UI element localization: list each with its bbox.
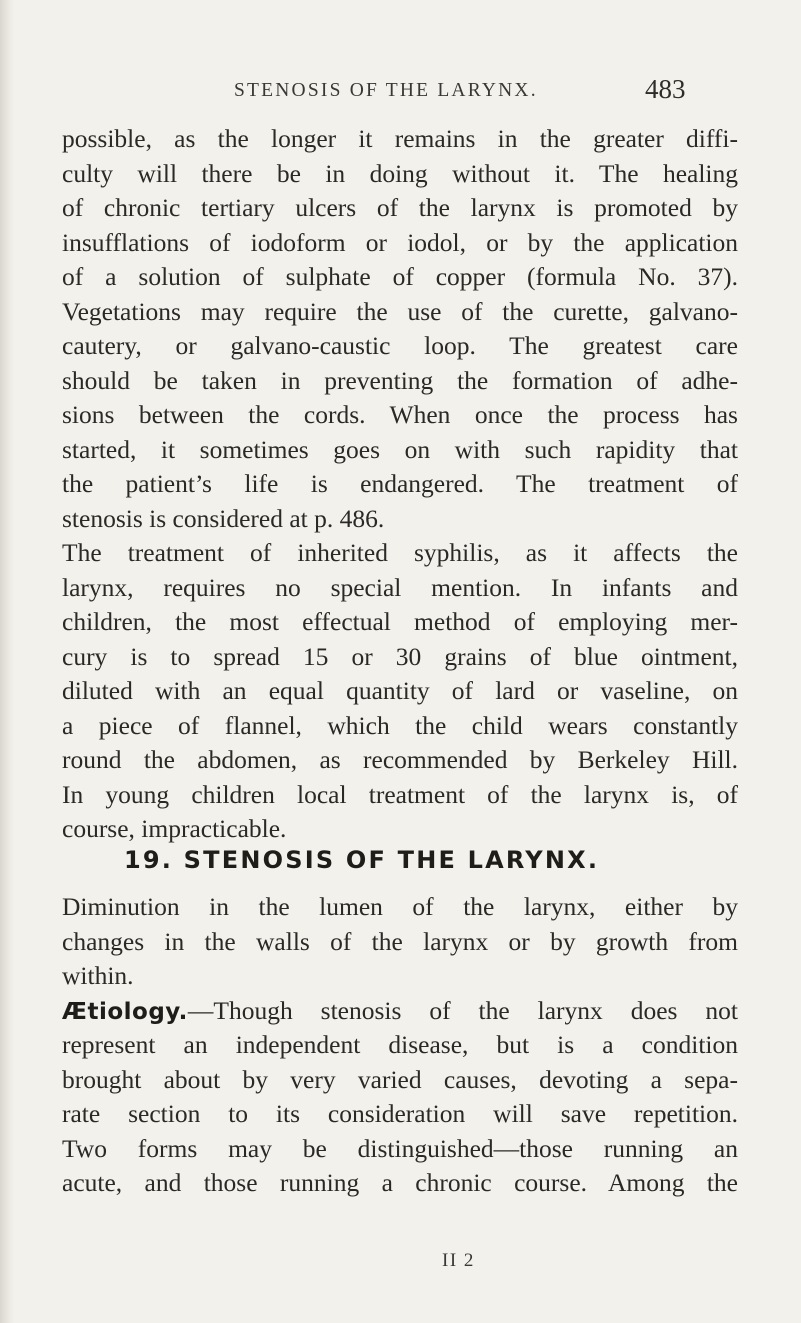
body-text-top <box>62 122 738 847</box>
page-number: 483 <box>645 74 686 104</box>
text-line: stenosis is considered at p. 486. <box>62 503 385 533</box>
running-head: STENOSIS OF THE LARYNX. <box>234 80 538 101</box>
text-line: cautery, or galvano-caustic loop. The greatest care <box>62 331 738 360</box>
text-line: Two forms may be distinguished—those running an <box>62 1133 738 1163</box>
paragraph-inherited-syphilis <box>62 536 738 847</box>
paragraph-continuation <box>62 122 738 536</box>
text-line: Vegetations may require the use of the curette, galvano- <box>62 296 738 326</box>
text-line: acute, and those running a chronic course. Among the <box>62 1168 738 1197</box>
text-line <box>62 994 738 1029</box>
text-line: should be taken in preventing the formation of adhe- <box>62 365 738 395</box>
text-line: represent an independent disease, but is a condition <box>62 1030 738 1059</box>
text-line: culty will there be in doing without it. The healing <box>62 158 738 188</box>
text-line: rate section to its consideration will save repetition. <box>62 1099 738 1128</box>
text-line: sions between the cords. When once the process has <box>62 400 738 429</box>
aetiology-term: Ætiology. <box>62 998 188 1025</box>
text-line: diluted with an equal quantity of lard or vaseline, on <box>62 676 738 705</box>
text-line: changes in the walls of the larynx or by growth from <box>62 926 738 956</box>
text-line: In young children local treatment of the larynx is, of <box>62 779 738 809</box>
signature-mark: II 2 <box>442 1250 475 1271</box>
aetiology-first-line: —Though stenosis of the larynx does not <box>187 995 738 1025</box>
text-line: started, it sometimes goes on with such rapidity that <box>62 434 738 464</box>
text-line: of chronic tertiary ulcers of the larynx is promoted by <box>62 193 738 222</box>
section-heading: 19. STENOSIS OF THE LARYNX. <box>124 846 600 874</box>
body-text-bottom <box>62 890 738 1201</box>
text-line: within. <box>62 961 134 990</box>
page-gutter-shadow <box>0 0 14 1323</box>
text-line: insufflations of iodoform or iodol, or by the application <box>62 227 738 257</box>
text-line: of a solution of sulphate of copper (formula No. 37). <box>62 262 738 291</box>
text-line: children, the most effectual method of employing mer- <box>62 607 738 636</box>
text-line: course, impracticable. <box>62 814 287 843</box>
text-line: possible, as the longer it remains in the greater diffi- <box>62 124 738 153</box>
text-line: larynx, requires no special mention. In infants and <box>62 572 738 602</box>
text-line: brought about by very varied causes, devoting a sepa- <box>62 1064 738 1094</box>
text-line: cury is to spread 15 or 30 grains of blue ointment, <box>62 641 738 671</box>
text-line: round the abdomen, as recommended by Berkeley Hill. <box>62 745 738 774</box>
text-line: a piece of flannel, which the child wears constantly <box>62 710 738 740</box>
text-line: Diminution in the lumen of the larynx, either by <box>62 892 738 921</box>
text-line: the patient’s life is endangered. The treatment of <box>62 469 738 498</box>
paragraph-aetiology <box>62 994 738 1201</box>
paragraph-definition <box>62 890 738 994</box>
text-line: The treatment of inherited syphilis, as it affects the <box>62 538 738 567</box>
